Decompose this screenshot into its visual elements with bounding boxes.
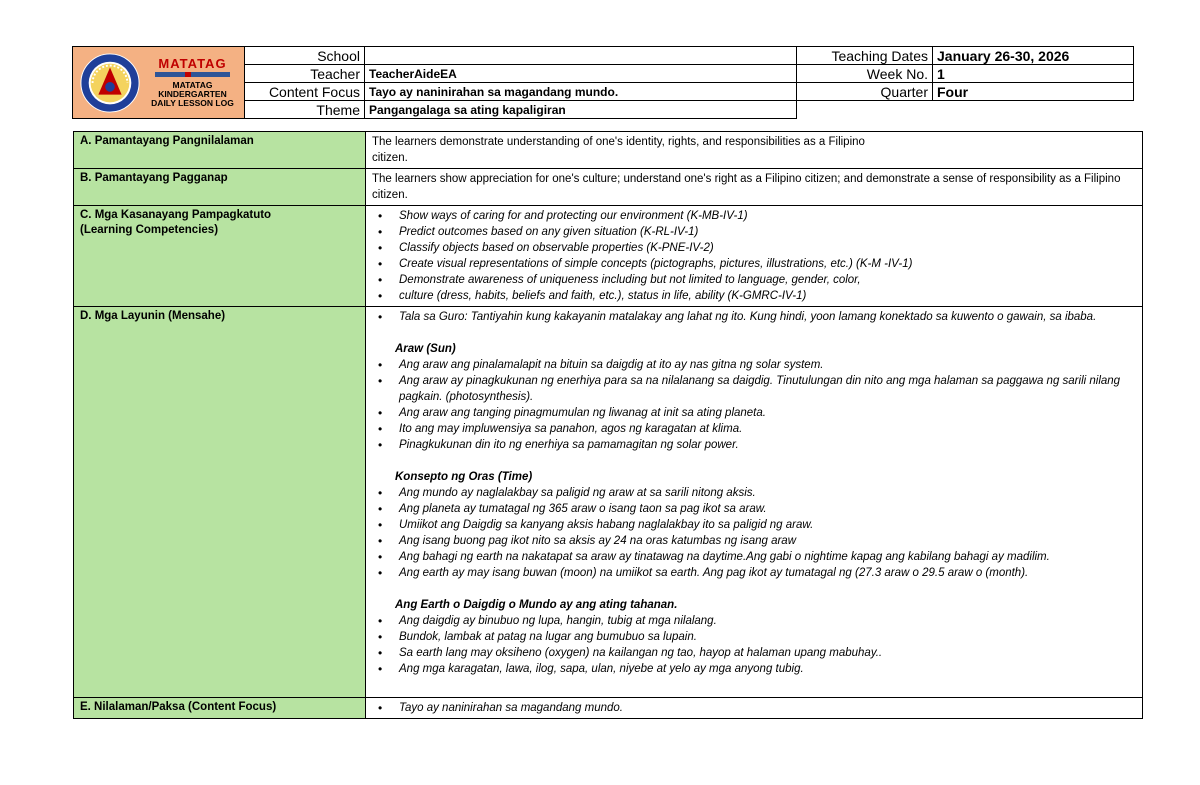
sun-list xyxy=(372,357,1136,453)
section-heading-time: Konsepto ng Oras (Time) xyxy=(395,471,533,483)
row-d xyxy=(74,307,1143,698)
lesson-table xyxy=(73,131,1143,719)
brand-block xyxy=(141,57,244,108)
week-no-value: 1 xyxy=(933,65,1134,83)
spacer xyxy=(372,453,1136,469)
row-b-line-1: The learners show appreciation for one's culture; understand one's right as a Filipino citizen; and demonstrate a sense of responsibility as a Filipino xyxy=(372,173,1121,185)
row-b-label: B. Pamantayang Pagganap xyxy=(74,169,366,206)
row-b-content xyxy=(366,169,1143,206)
teacher-note: • Tala sa Guro: Tantiyahin kung kakayanin matalakay ang lahat ng ito. Kung hindi, yoon lamang konektado sa kuwento o gawain, sa ibaba. xyxy=(399,309,1136,325)
list-item: • Bundok, lambak at patag na lugar ang bumubuo sa lupain. xyxy=(399,629,1136,645)
quarter-value: Four xyxy=(933,83,1134,101)
list-item: • Predict outcomes based on any given situation (K-RL-IV-1) xyxy=(399,224,1136,240)
row-e-label: E. Nilalaman/Paksa (Content Focus) xyxy=(74,698,366,719)
content-focus-label: Content Focus xyxy=(245,83,365,101)
teaching-dates-value: January 26-30, 2026 xyxy=(933,47,1134,65)
row-a-line-1: The learners demonstrate understanding of one's identity, rights, and responsibilities as a Filipino xyxy=(372,136,865,148)
empty-cell xyxy=(933,101,1134,119)
list-item: • Tayo ay naninirahan sa magandang mundo. xyxy=(399,700,1136,716)
list-item: • Ang daigdig ay binubuo ng lupa, hangin, tubig at mga nilalang. xyxy=(399,613,1136,629)
teacher-value: TeacherAideEA xyxy=(365,65,797,83)
teacher-label: Teacher xyxy=(245,65,365,83)
row-a-label: A. Pamantayang Pangnilalaman xyxy=(74,132,366,169)
list-item: • Pinagkukunan din ito ng enerhiya sa pamamagitan ng solar power. xyxy=(399,437,1136,453)
brand-line-1: MATATAG xyxy=(172,80,213,91)
brand-title: MATATAG xyxy=(158,55,227,71)
list-item: • Ang isang buong pag ikot nito sa aksis ay 24 na oras katumbas ng isang araw xyxy=(399,533,1136,549)
list-item: • Ang earth ay may isang buwan (moon) na umiikot sa earth. Ang pag ikot ay tumatagal ng (27.3 araw o 29.5 araw o (month). xyxy=(399,565,1136,581)
row-c xyxy=(74,206,1143,307)
list-item: • Ang araw ang pinalamalapit na bituin sa daigdig at ito ay nas gitna ng solar system. xyxy=(399,357,1136,373)
school-value xyxy=(365,47,797,65)
brand-line-3: DAILY LESSON LOG xyxy=(151,98,234,109)
list-item: • Create visual representations of simple concepts (pictographs, pictures, illustrations, etc.) (K-M -IV-1) xyxy=(399,256,1136,272)
week-no-label: Week No. xyxy=(797,65,933,83)
list-item: • Umiikot ang Daigdig sa kanyang aksis habang naglalakbay ito sa paligid ng araw. xyxy=(399,517,1136,533)
row-a-content xyxy=(366,132,1143,169)
content-focus-value: Tayo ay naninirahan sa magandang mundo. xyxy=(365,83,797,101)
list-item: • Sa earth lang may oksiheno (oxygen) na kailangan ng tao, hayop at halaman upang mabuhay.. xyxy=(399,645,1136,661)
empty-cell xyxy=(797,101,933,119)
competency-list xyxy=(372,208,1136,304)
theme-value: Pangangalaga sa ating kapaligiran xyxy=(365,101,797,119)
list-item-continued: • culture (dress, habits, beliefs and faith, etc.), status in life, ability (K-GMRC-IV-1) xyxy=(399,288,1136,304)
earth-list xyxy=(372,613,1136,677)
theme-label: Theme xyxy=(245,101,365,119)
list-item: • Ang bahagi ng earth na nakatapat sa araw ay tinatawag na daytime.Ang gabi o nightime kapag ang kabilang bahagi ay madilim. xyxy=(399,549,1136,565)
section-heading-earth: Ang Earth o Daigdig o Mundo ay ang ating tahanan. xyxy=(395,599,678,611)
brand-strip xyxy=(155,72,230,77)
row-b-line-2: citizen. xyxy=(372,189,408,201)
row-a xyxy=(74,132,1143,169)
quarter-label: Quarter xyxy=(797,83,933,101)
time-list xyxy=(372,485,1136,581)
row-c-label-line-1: C. Mga Kasanayang Pampagkatuto xyxy=(80,209,272,221)
row-c-content xyxy=(366,206,1143,307)
list-item: • Classify objects based on observable properties (K-PNE-IV-2) xyxy=(399,240,1136,256)
content-focus-list xyxy=(372,700,1136,716)
list-item: • Show ways of caring for and protecting our environment (K-MB-IV-1) xyxy=(399,208,1136,224)
logo-cell xyxy=(73,47,245,119)
row-d-content xyxy=(366,307,1143,698)
teaching-dates-label: Teaching Dates xyxy=(797,47,933,65)
list-item: • Ang mga karagatan, lawa, ilog, sapa, ulan, niyebe at yelo ay mga anyong tubig. xyxy=(399,661,1136,677)
spacer xyxy=(372,325,1136,341)
row-c-label-line-2: (Learning Competencies) xyxy=(80,224,219,236)
row-d-label: D. Mga Layunin (Mensahe) xyxy=(74,307,366,698)
row-e xyxy=(74,698,1143,719)
row-a-line-2: citizen. xyxy=(372,152,408,164)
section-heading-sun: Araw (Sun) xyxy=(395,343,456,355)
teacher-note-list xyxy=(372,309,1136,325)
list-item: • Ang mundo ay naglalakbay sa paligid ng araw at sa sarili nitong aksis. xyxy=(399,485,1136,501)
deped-seal-icon xyxy=(79,52,141,114)
row-b xyxy=(74,169,1143,206)
list-item: • Ang planeta ay tumatagal ng 365 araw o isang taon sa pag ikot sa araw. xyxy=(399,501,1136,517)
list-item: • Ang araw ay pinagkukunan ng enerhiya para sa na nilalanang sa daigdig. Tinutulungan din nito ang mga halaman sa paggawa ng sarili nilang pagkain. (photosynthesis). xyxy=(399,373,1136,405)
list-item: • Ito ang may impluwensiya sa panahon, agos ng karagatan at klima. xyxy=(399,421,1136,437)
brand-line-2: KINDERGARTEN xyxy=(158,89,227,100)
header-table xyxy=(72,46,1134,119)
row-e-content xyxy=(366,698,1143,719)
school-label: School xyxy=(245,47,365,65)
row-c-label xyxy=(74,206,366,307)
list-item: • Demonstrate awareness of uniqueness including but not limited to language, gender, color, xyxy=(399,272,1136,288)
list-item: • Ang araw ang tanging pinagmumulan ng liwanag at init sa ating planeta. xyxy=(399,405,1136,421)
spacer xyxy=(372,581,1136,597)
